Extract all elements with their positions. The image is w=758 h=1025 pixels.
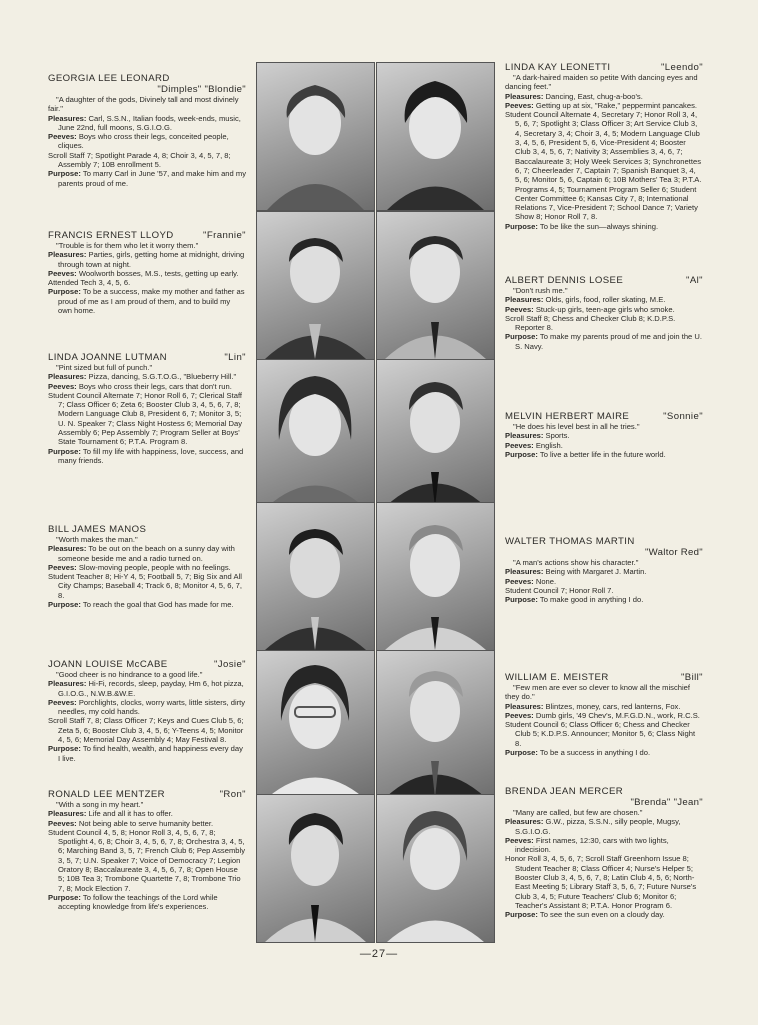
entry-name: RONALD LEE MENTZER [48,789,166,800]
entry-linda-kay-leonetti [505,62,703,231]
entry-line: Student Teacher 8; Hi-Y 4, 5; Football 5, 7; Big Six and All City Champs; Baseball 4; Track 6, 8; Monitor 4, 5, 6, 7, 8. [48,572,243,600]
entry-line: Pleasures: Hi-Fi, records, sleep, payday, Hm 6, hot pizza, G.I.O.G., N.W.B.&W.E. [48,679,244,698]
entry-line: Scroll Staff 7, 8; Class Officer 7; Keys and Cues Club 5, 6; Zeta 5, 6; Booster Club 3, 4, 5, 6; Y-Teens 4, 5; Monitor 4, 5, 6; Memorial Day Assembly 4; May Festival 8. [48,716,244,745]
entry-line: Scroll Staff 7; Spotlight Parade 4, 8; Choir 3, 4, 5, 7, 8; Assembly 7; 10B enrollment 5. [48,150,231,170]
joann-louise-mccabe-photo [256,650,375,799]
entry-line: Purpose: To be like the sun—always shining. [505,221,659,231]
bill-james-manos-photo [256,502,375,651]
entry-line: Purpose: To make good in anything I do. [505,595,644,605]
walter-thomas-martin-photo [376,502,495,651]
entry-walter-thomas-martin [505,536,703,604]
entry-line: Honor Roll 3, 4, 5, 6, 7; Scroll Staff Greenhorn Issue 8; Student Teacher 8; Class Officer 4; Nurse's Helper 5; Booster Club 3, 4, 5, 6, 7, 8; Latin Club 4, 5, 6; North-East Meeting 5; Library Staff 3, 5, 6, 7; Future Nurse's Club 3, 4, 5; Future Teachers' Club 6; Monitor 6; Teacher's Assistant 8; P.T.A. Honor Program 6. [505,854,697,910]
entry-quote: "A dark-haired maiden so petite With dancing eyes and dancing feet." [505,73,698,92]
entry-nickname: "Al" [686,275,703,286]
brenda-jean-mercer-photo [376,794,495,943]
entry-quote: "Don't rush me." [513,286,568,295]
entry-name: WALTER THOMAS MARTIN [505,536,635,547]
page-number: —27— [359,948,399,960]
entry-melvin-herbert-maire [505,411,703,459]
entry-line: Student Council Alternate 4, Secretary 7; Honor Roll 3, 4, 5, 6, 7; Spotlight 3; Class Officer 3; Art Service Club 3, 4, Secretary 3, 4; Choir 3, 4, 5; Modern Language Club 3, 4, 5, 6, President 5, 6, Vice-President 4; Booster Club 3, 4, 5, 6, 7; Nativity 3; Assemblies 3, 4, 6, 7; Baccalaureate 3; Holy Week Services 3; Synchronettes 6, 7; Cheerleader 7, Captain 7; Spanish Banquet 3, 4, 5, 6; Monitor 5, 6, Captain 6; 10B Mothers' Tea 3; P.T.A. Programs 4, 5; Tournament Program Seller 6; Student Center Committee 6; Kansas City 7, 8; International Relations 7, Vice-President 7; School Dance 7; Variety Show 8; Honor Roll 7, 8. [505,110,702,222]
entry-line: Student Council 4, 5, 8; Honor Roll 3, 4, 5, 6, 7, 8; Spotlight 4, 6, 8; Choir 3, 4, 5, 6, 7, 8; Orchestra 3, 4, 5, 6; Marching Band 3, 5, 7; French Club 6; Pep Assembly 3, 5, 7; U.N. Speaker 7; Voice of Democracy 7; Legion Oratory 8; Baccalaureate 3, 4, 5, 6, 7, 8; Open House 5; 10B Tea 3; Trombone Quartette 7, 8; Trombone Trio 7, 8; Mock Election 7. [48,827,245,893]
entry-line: Pleasures: Life and all it has to offer. [48,809,173,819]
entry-nickname: "Lin" [224,352,246,363]
entry-line: Purpose: To live a better life in the future world. [505,449,666,459]
entry-quote: "Few men are ever so clever to know all the mischief they do." [505,683,690,702]
entry-name: LINDA KAY LEONETTI [505,62,611,73]
entry-line: Purpose: To follow the teachings of the Lord while accepting knowledge from life's experiences. [48,892,218,912]
entry-nickname: "Leendo" [660,62,703,73]
entry-quote: "Worth makes the man." [56,535,138,544]
entry-quote: "He does his level best in all he tries." [513,422,640,431]
entry-line: Pleasures: Dancing, East, chug-a-boo's. [505,91,643,101]
entry-name: FRANCIS ERNEST LLOYD [48,230,174,241]
entry-line: Pleasures: Being with Margaret J. Martin. [505,567,647,577]
entry-quote: "Trouble is for them who let it worry them." [56,241,199,250]
entry-albert-dennis-losee [505,275,703,351]
entry-line: Pleasures: Olds, girls, food, roller skating, M.E. [505,295,666,305]
entry-line: Pleasures: Blintzes, money, cars, red lanterns, Fox. [505,701,681,711]
entry-joann-louise-mccabe [48,659,246,763]
entry-line: Peeves: Boys who cross their legs, conceited people, cliques. [48,132,229,151]
entry-linda-joanne-lutman [48,352,246,465]
entry-name: WILLIAM E. MEISTER [505,672,609,683]
entry-line: Peeves: Woolworth bosses, M.S., tests, getting up early. [48,268,239,278]
entry-brenda-jean-mercer [505,786,703,920]
entry-line: Peeves: Slow-moving people, people with no feelings. [48,562,231,572]
entry-line: Peeves: Not being able to serve humanity better. [48,818,214,828]
entry-name: BILL JAMES MANOS [48,524,147,535]
entry-line: Purpose: To see the sun even on a cloudy day. [505,910,665,920]
linda-kay-leonetti-photo [376,62,495,211]
entry-line: Peeves: English. [505,440,563,450]
entry-line: Peeves: Stuck-up girls, teen-age girls who smoke. [505,304,675,314]
entry-line: Pleasures: Sports. [505,431,570,441]
entry-name: GEORGIA LEE LEONARD [48,73,170,84]
entry-line: Peeves: Dumb girls, '49 Chev's, M.F.G.D.N., work, R.C.S. [505,710,700,720]
entry-nickname: "Bill" [680,672,703,683]
entry-nickname: "Dimples" "Blondie" [157,84,246,95]
entry-ronald-lee-mentzer [48,789,246,912]
entry-line: Pleasures: Carl, S.S.N., Italian foods, week-ends, music, June 22nd, full moons, S.G.I.O.G. [48,113,241,132]
linda-joanne-lutman-photo [256,359,375,508]
entry-bill-james-manos [48,524,246,609]
entry-line: Purpose: To be a success in anything I do. [505,748,651,758]
entry-line: Purpose: To make my parents proud of me and join the U. S. Navy. [505,332,702,351]
entry-nickname: "Frannie" [203,230,246,241]
entry-name: JOANN LOUISE McCABE [48,659,168,670]
entry-william-e-meister [505,672,703,757]
william-e-meister-photo [376,650,495,799]
entry-line: Pleasures: Parties, girls, getting home at midnight, driving through town at night. [48,250,245,269]
entry-nickname: "Brenda" "Jean" [630,797,703,808]
entry-name: MELVIN HERBERT MAIRE [505,411,630,422]
entry-name: LINDA JOANNE LUTMAN [48,352,168,363]
entry-line: Student Council 7; Honor Roll 7. [505,585,614,595]
entry-quote: "A daughter of the gods, Divinely tall and most divinely fair." [48,95,239,114]
entry-georgia-lee-leonard [48,73,246,188]
entry-line: Pleasures: To be out on the beach on a sunny day with someone beside me and a radio turned on. [48,544,235,563]
francis-ernest-lloyd-photo [256,211,375,360]
entry-quote: "Good cheer is no hindrance to a good life." [56,670,203,679]
entry-line: Peeves: Getting up at six, "Rake," peppermint pancakes. [505,100,697,110]
albert-dennis-losee-photo [376,211,495,360]
entry-nickname: "Waltor Red" [644,547,703,558]
entry-nickname: "Ron" [219,789,246,800]
entry-line: Purpose: To find health, wealth, and happiness every day I live. [48,744,243,763]
entry-nickname: "Sonnie" [663,411,703,422]
entry-line: Purpose: To marry Carl in June '57, and make him and my parents proud of me. [48,169,246,188]
entry-line: Peeves: Boys who cross their legs, cars that don't run. [48,381,232,391]
entry-francis-ernest-lloyd [48,230,246,315]
melvin-herbert-maire-photo [376,359,495,508]
entry-line: Purpose: To reach the goal that God has made for me. [48,600,234,610]
entry-quote: "Many are called, but few are chosen." [513,808,643,817]
entry-line: Attended Tech 3, 4, 5, 6. [48,278,131,288]
entry-name: ALBERT DENNIS LOSEE [505,275,624,286]
entry-quote: "Pint sized but full of punch." [56,363,153,372]
entry-quote: "A man's actions show his character." [513,558,639,567]
entry-line: Peeves: Porchlights, clocks, worry warts, little sisters, dirty needles, my cold hands. [48,697,246,717]
ronald-lee-mentzer-photo [256,794,375,943]
entry-name: BRENDA JEAN MERCER [505,786,624,797]
entry-line: Peeves: None. [505,576,557,586]
entry-line: Peeves: First names, 12:30, cars with two lights, indecision. [505,835,669,855]
entry-line: Student Council 6; Class Officer 6; Chess and Checker Club 5; K.D.P.S. Announcer; Monitor 5, 6; Class Night 8. [505,720,696,748]
entry-line: Pleasures: Pizza, dancing, S.G.T.O.G., "Blueberry Hill." [48,372,237,382]
entry-line: Purpose: To fill my life with happiness, love, success, and many friends. [48,446,244,465]
georgia-lee-leonard-photo [256,62,375,211]
entry-quote: "With a song in my heart." [56,800,144,809]
entry-line: Student Council Alternate 7; Honor Roll 6, 7; Clerical Staff 7; Class Officer 6; Zeta 6; Booster Club 3, 4, 5, 6, 7, 8; Modern Language Club 8, President 6, 7; Monitor 3, 5; U. N. Speaker 7; Class Night Hostess 6; Memorial Day Assembly 6; Pep Assembly 7; Program Seller at Boys' State Tournament 6; P.T.A. Program 8. [48,390,243,447]
entry-line: Scroll Staff 8; Chess and Checker Club 8; K.D.P.S. Reporter 8. [505,313,676,333]
entry-nickname: "Josie" [213,659,246,670]
entry-line: Purpose: To be a success, make my mother and father as proud of me as I am proud of them, and to build my own home. [48,287,245,316]
entry-line: Pleasures: G.W., pizza, S.S.N., silly people, Mugsy, S.G.I.O.G. [505,817,681,836]
